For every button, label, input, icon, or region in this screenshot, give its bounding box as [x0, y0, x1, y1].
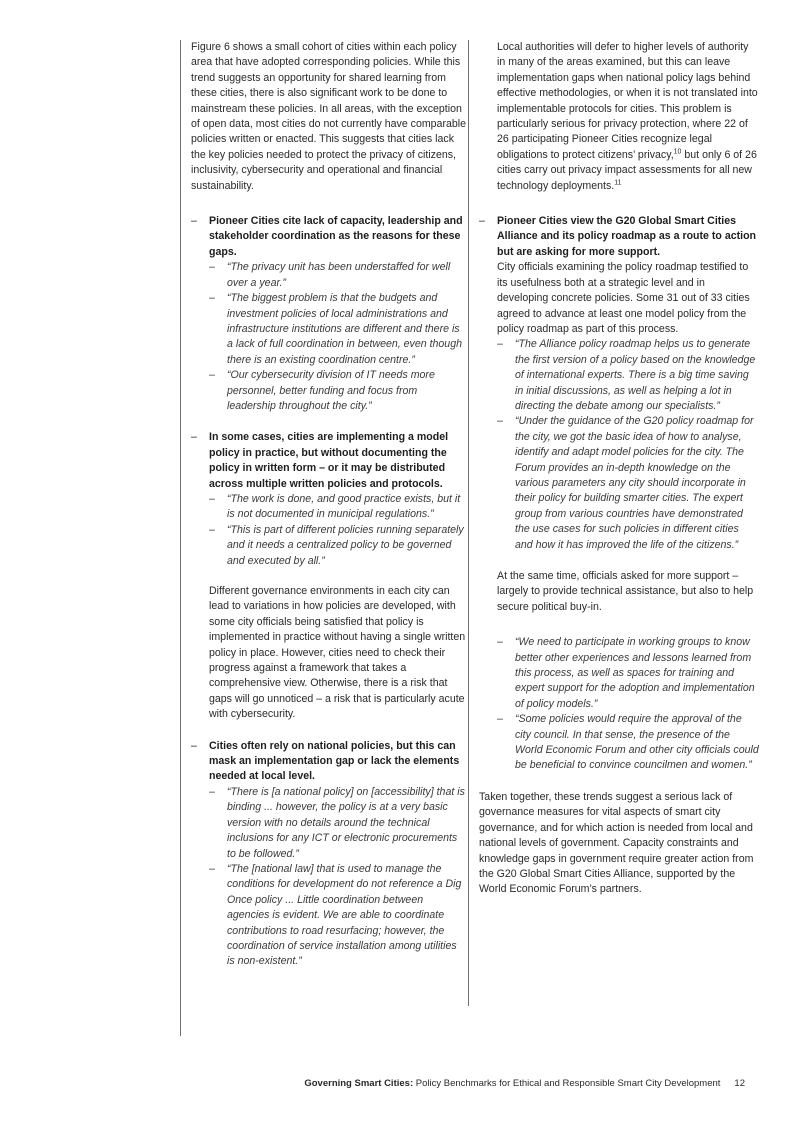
quote-item: – “Some policies would require the approval of the city council. In that sense, the presence of the World Economic Forum and other city officials could be beneficial to convince councilmen and women.” [497, 713, 759, 772]
section-model-policy [191, 430, 467, 722]
quote-item: – “Our cybersecurity division of IT needs more personnel, better funding and focus from leadership throughout the city.” [209, 369, 435, 412]
right-column [468, 40, 759, 1006]
quote-list [497, 337, 759, 553]
quote-item: – “We need to participate in working groups to know better other experiences and lessons learned from this process, as well as spaces for training and expert support for the adoption and implementation of policy models.” [497, 636, 755, 710]
section-heading: – Pioneer Cities cite lack of capacity, leadership and stakeholder coordination as the reasons for these gaps. [191, 215, 463, 258]
section-heading: – In some cases, cities are implementing a model policy in practice, but without documenting the policy in written form – or it may be distributed across multiple written policies and protocols. [191, 431, 449, 490]
section-capacity [191, 214, 467, 414]
quote-item: – “The [national law] that is used to manage the conditions for development do not reference a Dig Once policy ... Little coordination between agencies is evident. We are able to coordinate contributions to road resurfacing; however, the coordination of service installation among utilities is non-existent.” [209, 862, 462, 968]
quote-list [209, 785, 467, 970]
page-number: 12 [734, 1078, 745, 1089]
section-heading: – Cities often rely on national policies, but this can mask an implementation gap or lack the elements needed at local level. [191, 739, 460, 783]
quote-item: – “The Alliance policy roadmap helps us to generate the first version of a policy based on the knowledge of international experts. There is a big time saving in initial discussions, as well as helping a lot in directing the debate among our specialists.” [497, 338, 756, 412]
section-body: City officials examining the policy roadmap testified to its usefulness both at a strategic level and in developing concrete policies. Some 31 out of 33 cities agreed to advance at least one model policy from the policy roadmap as part of this process. [497, 261, 750, 335]
quote-list [209, 260, 467, 414]
intro-paragraph: Local authorities will defer to higher levels of authority in many of the areas examined, but this can leave implementation gaps when national policy lags behind effective methodologies, or when it is not translated into implementable protocols for cities. This problem is particularly serious for privacy protection, where 22 of 26 participating Pioneer Cities recognize legal obligations to protect citizens’ privacy,$^{10}$ but only 6 of 26 cities carry out privacy impact assessments for all new technology deployments.$^{11}$ [497, 41, 758, 192]
section-paragraph: At the same time, officials asked for more support – largely to provide technical assistance, but also to help secure political buy-in. [497, 570, 754, 613]
footnote-ref[interactable]: 10 [673, 148, 682, 156]
quote-item: – “The biggest problem is that the budgets and investment policies of local administrations and infrastructure institutions are different and there is a lack of full coordination in between, even though there is an existing coordination centre.” [209, 292, 462, 366]
quote-item: – “This is part of different policies running separately and it needs a centralized policy to be governed and executed by all.” [209, 523, 464, 567]
quote-item: – “The privacy unit has been understaffed for well over a year.” [209, 261, 451, 289]
footer-title: Policy Benchmarks for Ethical and Responsible Smart City Development [413, 1078, 721, 1089]
footer-title-bold: Governing Smart Cities: [304, 1078, 414, 1089]
footnote-ref[interactable]: 11 [614, 179, 622, 187]
section-heading: – Pioneer Cities view the G20 Global Smart Cities Alliance and its policy roadmap as a route to action but are asking for more support. [479, 215, 757, 258]
section-alliance [479, 214, 759, 774]
closing-paragraph: Taken together, these trends suggest a serious lack of governance measures for vital aspects of smart city governance, and for which action is needed from local and national levels of government. Capacity constraints and knowledge gaps in government require greater action from the G20 Global Smart Cities Alliance, supported by the World Economic Forum’s partners. [479, 790, 754, 896]
quote-item: – “The work is done, and good practice exists, but it is not documented in municipal regulations.” [209, 492, 461, 521]
left-column [180, 40, 467, 1036]
quote-item: – “Under the guidance of the G20 policy roadmap for the city, we got the basic idea of how to analyse, identify and adapt model policies for the city. The Forum provides an in-depth knowledge on the various parameters any city should incorporate in their policy for building smarter cities. The expert group from various countries have demonstrated the use cases for such policies in different cities and how it has improved the life of the citizens.” [497, 415, 754, 551]
page-footer [304, 1078, 745, 1089]
quote-list [209, 492, 467, 569]
intro-paragraph: Figure 6 shows a small cohort of cities within each policy area that have adopted corresponding policies. While this trend suggests an opportunity for shared learning from these cities, there is also significant work to be done to mainstream these policies. In all areas, with the exception of open data, most cities do not currently have comparable policies written or enacted. This suggests that cities lack the key policies needed to protect the privacy of citizens, inclusivity, cybersecurity and operational and financial sustainability. [191, 41, 467, 192]
quote-item: – “There is [a national policy] on [accessibility] that is binding ... however, the policy is at a very basic version with no details around the technical inclusions for any ICT or electronic procurements to be followed.” [209, 785, 465, 860]
quote-list [497, 635, 759, 774]
section-paragraph: Different governance environments in each city can lead to variations in how policies are developed, with some city officials being satisfied that policy is implemented in practice without having a single written policy in place. However, cities need to check their progress against a framework that takes a comprehensive view. Otherwise, there is a risk that gaps will go unnoticed – a risk that is particularly acute with cybersecurity. [209, 585, 466, 721]
section-national-policies [191, 739, 467, 970]
